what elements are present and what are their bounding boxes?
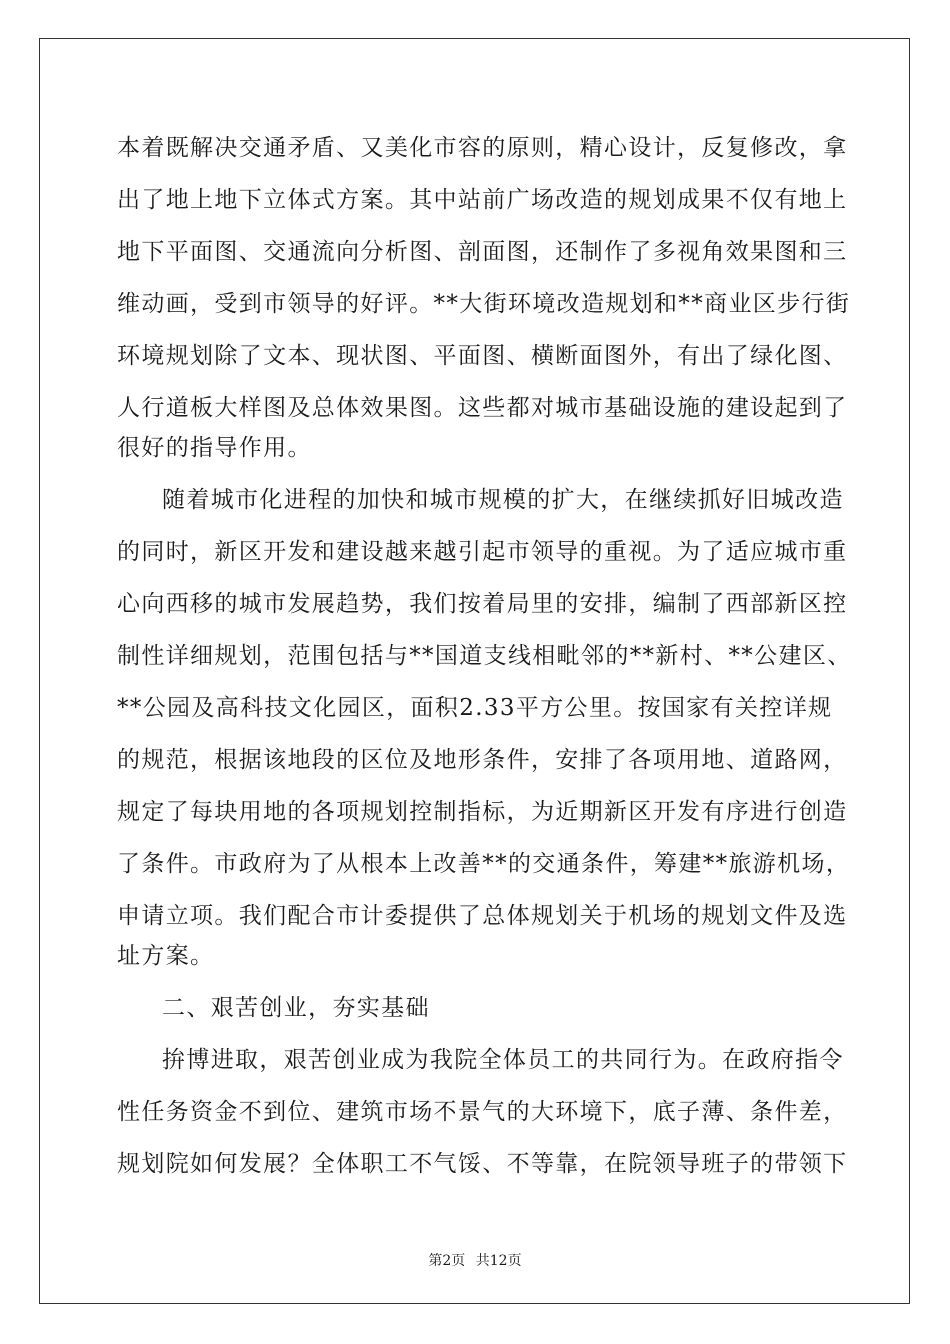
text-line: 很好的指导作用。 xyxy=(117,435,312,461)
text-line: 性任务资金不到位、建筑市场不景气的大环境下，底子薄、条件差， xyxy=(117,1099,848,1125)
section-heading: 二、艰苦创业，夯实基础 xyxy=(162,995,430,1021)
text-line: 地下平面图、交通流向分析图、剖面图，还制作了多视角效果图和三 xyxy=(117,239,848,265)
paragraph-start-line: 随着城市化进程的加快和城市规模的扩大，在继续抓好旧城改造 xyxy=(162,487,844,513)
text-line: 规划院如何发展？全体职工不气馁、不等靠，在院领导班子的带领下 xyxy=(117,1151,848,1177)
text-line: 本着既解决交通矛盾、又美化市容的原则，精心设计，反复修改，拿 xyxy=(117,135,848,161)
text-line: 人行道板大样图及总体效果图。这些都对城市基础设施的建设起到了 xyxy=(117,395,848,421)
text-line: 了条件。市政府为了从根本上改善**的交通条件，筹建**旅游机场， xyxy=(117,851,851,877)
text-line: 环境规划除了文本、现状图、平面图、横断面图外，有出了绿化图、 xyxy=(117,343,848,369)
paragraph-start-line: 拚博进取，艰苦创业成为我院全体员工的共同行为。在政府指令 xyxy=(162,1047,844,1073)
text-line: 规定了每块用地的各项规划控制指标，为近期新区开发有序进行创造 xyxy=(117,799,848,825)
page-number-current: 第2页 xyxy=(428,1253,466,1269)
text-line: 制性详细规划，范围包括与**国道支线相毗邻的**新村、**公建区、 xyxy=(117,643,852,669)
text-line: 的规范，根据该地段的区位及地形条件，安排了各项用地、道路网， xyxy=(117,747,848,773)
page-footer xyxy=(0,1250,950,1270)
text-line: 址方案。 xyxy=(117,943,215,969)
page-number-total: 共12页 xyxy=(475,1253,522,1269)
text-line: 申请立项。我们配合市计委提供了总体规划关于机场的规划文件及选 xyxy=(117,903,848,929)
text-line: **公园及高科技文化园区，面积2.33平方公里。按国家有关控详规 xyxy=(117,695,833,721)
text-line: 心向西移的城市发展趋势，我们按着局里的安排，编制了西部新区控 xyxy=(117,591,848,617)
text-line: 维动画，受到市领导的好评。**大街环境改造规划和**商业区步行街 xyxy=(117,291,851,317)
text-line: 的同时，新区开发和建设越来越引起市领导的重视。为了适应城市重 xyxy=(117,539,848,565)
text-line: 出了地上地下立体式方案。其中站前广场改造的规划成果不仅有地上 xyxy=(117,187,848,213)
